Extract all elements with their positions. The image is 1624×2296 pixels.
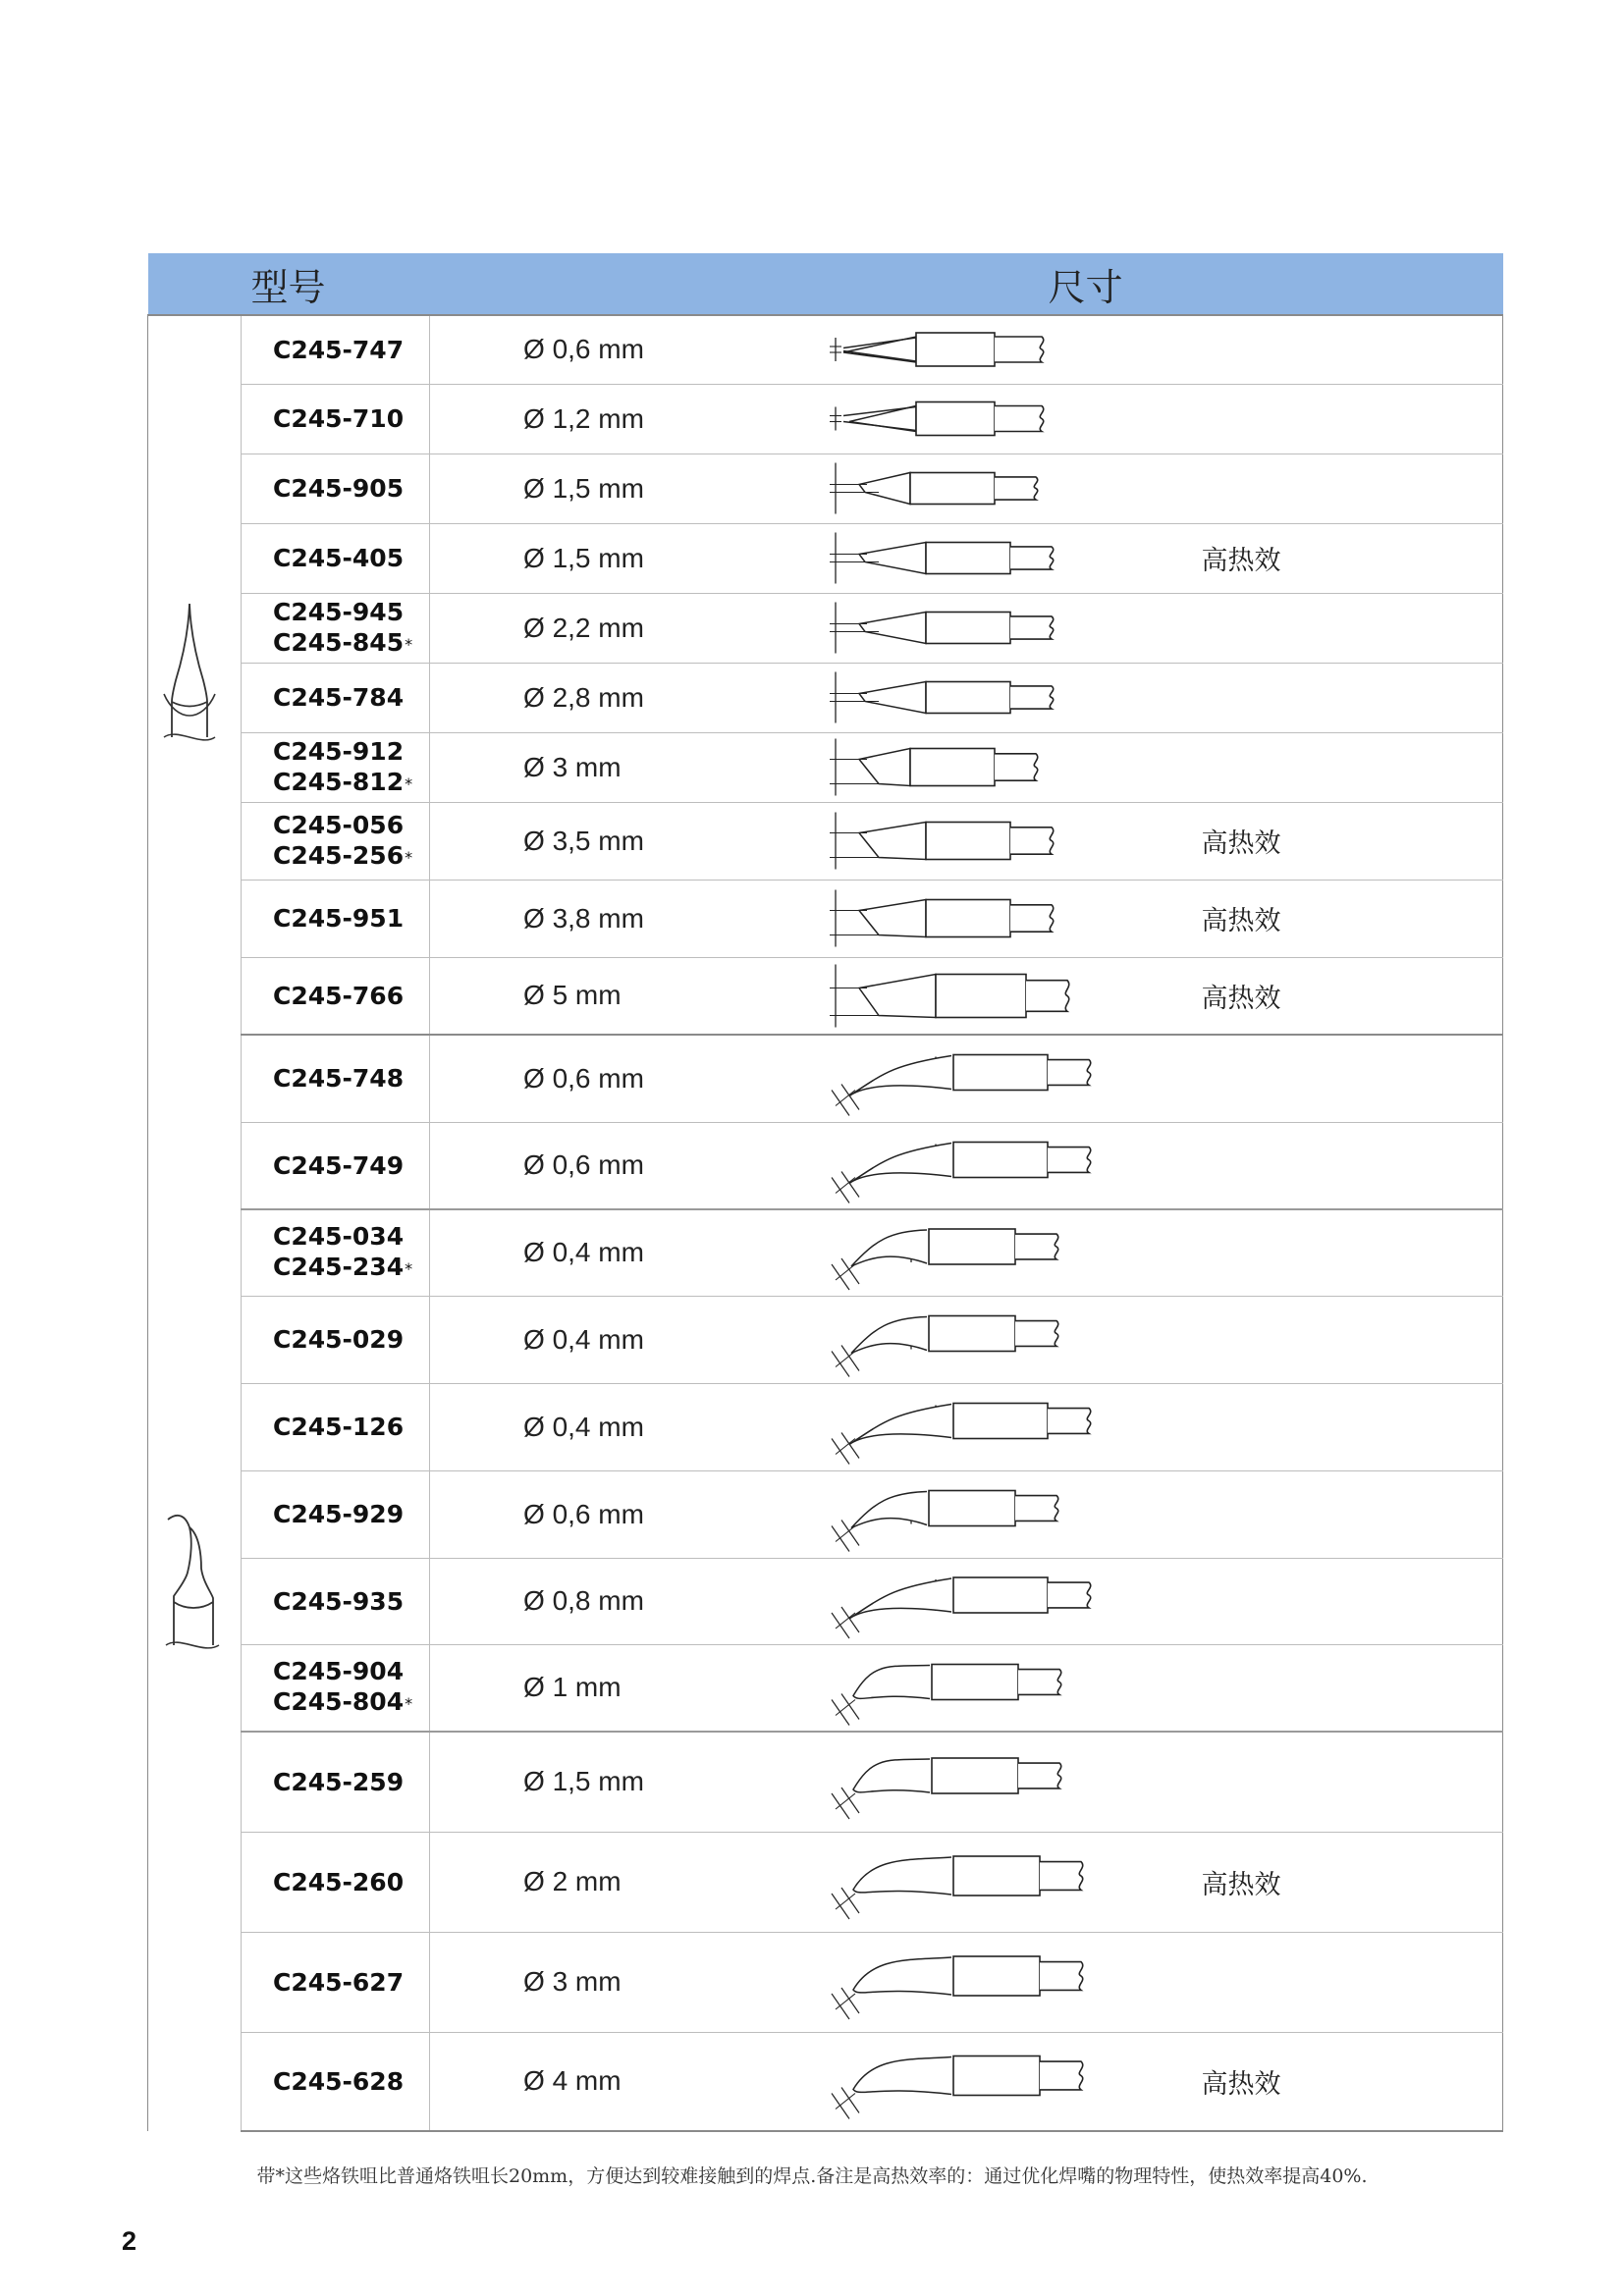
diameter-cell [430,1470,816,1558]
model-number: C245-029 [273,1325,405,1354]
diameter-cell [430,1122,816,1209]
bent-fine-icon [816,1297,1199,1382]
model-number: C245-935 [273,1586,405,1616]
diameter-cell [430,315,816,384]
section-tip-shape [148,1035,242,2131]
diameter-cell [430,732,816,802]
bent-tip-icon [160,1508,229,1655]
model-number: C245-804 [273,1687,405,1717]
table-row [148,1732,1503,1832]
model-number: C245-627 [273,1967,405,1997]
tip-drawing-cell [816,802,1199,880]
high-efficiency-note: 高热效 [1201,828,1281,859]
table-row [148,315,1503,384]
tip-drawing-cell [816,1470,1199,1558]
long-tip-marker: * [405,1694,413,1714]
model-number: C245-126 [273,1413,405,1441]
bent-conical-icon [816,1123,1199,1208]
tip-drawing-cell [816,957,1199,1035]
model-cell [242,663,430,732]
long-tip-marker: * [405,847,413,867]
bent-hook-wide-icon [816,1833,1199,1931]
long-tip-marker: * [405,1259,413,1279]
model-cell [242,1122,430,1209]
tip-drawing-cell [816,384,1199,454]
model-number: C245-034 [273,1222,405,1252]
table-row [148,732,1503,802]
model-cell [242,454,430,523]
table-row [148,1209,1503,1296]
diameter-value: Ø 0,8 mm [523,1585,644,1616]
diameter-value: Ø 0,6 mm [523,1498,644,1529]
long-tip-marker: * [405,774,413,793]
bent-hook-wide-icon [816,2033,1199,2130]
model-number: C245-749 [273,1150,405,1180]
note-cell [1199,880,1503,957]
tip-drawing-cell [816,1932,1199,2032]
diameter-cell [430,1296,816,1383]
note-cell [1199,1558,1503,1644]
bent-hook-icon [816,1645,1199,1731]
model-number: C245-748 [273,1064,405,1094]
model-cell [242,1470,430,1558]
diameter-value: Ø 1,5 mm [523,472,644,504]
table-row [148,957,1503,1035]
note-cell [1199,1832,1503,1932]
bent-long-icon [816,1559,1199,1643]
table-row [148,523,1503,593]
diameter-value: Ø 0,4 mm [523,1411,644,1442]
diameter-cell [430,593,816,663]
table-row [148,1296,1503,1383]
section-tip-shape [148,315,242,1035]
straight-chisel-icon [816,524,1199,592]
tip-drawing-cell [816,663,1199,732]
table-row [148,880,1503,957]
note-cell [1199,1209,1503,1296]
tip-drawing-cell [816,1296,1199,1383]
diameter-value: Ø 3 mm [523,751,622,782]
bent-hook-wide-icon [816,1933,1199,2031]
table-row [148,2032,1503,2131]
tip-drawing-cell [816,593,1199,663]
model-cell [242,880,430,957]
straight-chisel-icon [816,664,1199,731]
straight-bevel-wide-icon [816,958,1199,1034]
model-cell [242,1035,430,1122]
note-cell [1199,1122,1503,1209]
note-cell [1199,957,1503,1035]
diameter-cell [430,2032,816,2131]
model-number: C245-812 [273,767,405,796]
diameter-value: Ø 3 mm [523,1966,622,1997]
model-number: C245-259 [273,1767,405,1796]
model-cell [242,1644,430,1732]
model-number: C245-912 [273,736,405,766]
diameter-value: Ø 1 mm [523,1672,622,1703]
table-header-row [148,253,1503,315]
tip-drawing-cell [816,2032,1199,2131]
note-cell [1199,1732,1503,1832]
model-number: C245-405 [273,544,405,572]
high-efficiency-note: 高热效 [1201,546,1281,576]
table-row [148,384,1503,454]
tip-drawing-cell [816,1732,1199,1832]
note-cell [1199,732,1503,802]
note-cell [1199,315,1503,384]
model-cell [242,1296,430,1383]
note-cell [1199,454,1503,523]
model-cell [242,2032,430,2131]
bent-fine-icon [816,1471,1199,1557]
diameter-value: Ø 2,2 mm [523,612,644,643]
header-dimension: 尺寸 [430,253,1503,315]
model-number: C245-256 [273,840,405,870]
tip-drawing-cell [816,880,1199,957]
high-efficiency-note: 高热效 [1201,1869,1281,1900]
model-cell [242,1732,430,1832]
note-cell [1199,663,1503,732]
diameter-value: Ø 0,6 mm [523,1149,644,1181]
model-cell [242,732,430,802]
straight-bevel-short-icon [816,733,1199,801]
straight-chisel-icon [816,594,1199,662]
model-cell [242,802,430,880]
high-efficiency-note: 高热效 [1201,906,1281,936]
model-number: C245-904 [273,1657,405,1686]
model-number: C245-945 [273,597,405,626]
model-number: C245-234 [273,1253,405,1282]
tip-drawing-cell [816,732,1199,802]
model-cell [242,1558,430,1644]
table-row [148,802,1503,880]
bent-fine-icon [816,1210,1199,1295]
diameter-cell [430,1732,816,1832]
table-row [148,1122,1503,1209]
long-tip-marker: * [405,634,413,654]
tip-drawing-cell [816,454,1199,523]
model-number: C245-905 [273,474,405,503]
table-row [148,1558,1503,1644]
model-number: C245-628 [273,2066,405,2096]
table-row [148,1035,1503,1122]
note-cell [1199,593,1503,663]
diameter-value: Ø 1,5 mm [523,542,644,573]
table-row [148,593,1503,663]
tip-drawing-cell [816,1832,1199,1932]
note-cell [1199,1035,1503,1122]
tip-catalog-table [147,253,1503,2132]
diameter-value: Ø 3,5 mm [523,825,644,856]
model-cell [242,1209,430,1296]
diameter-cell [430,1832,816,1932]
diameter-cell [430,454,816,523]
diameter-cell [430,1383,816,1470]
tip-drawing-cell [816,315,1199,384]
table-row [148,454,1503,523]
model-cell [242,1383,430,1470]
tip-drawing-cell [816,523,1199,593]
diameter-cell [430,663,816,732]
model-number: C245-784 [273,683,405,712]
note-cell [1199,2032,1503,2131]
diameter-value: Ø 4 mm [523,2065,622,2097]
diameter-cell [430,1932,816,2032]
diameter-cell [430,1558,816,1644]
model-number: C245-766 [273,981,405,1010]
model-number: C245-260 [273,1867,405,1896]
model-cell [242,315,430,384]
model-number: C245-845 [273,627,405,657]
diameter-value: Ø 5 mm [523,980,622,1011]
tip-drawing-cell [816,1035,1199,1122]
diameter-value: Ø 0,4 mm [523,1323,644,1355]
diameter-value: Ø 2,8 mm [523,681,644,713]
note-cell [1199,523,1503,593]
straight-tip-icon [160,600,229,747]
table-row [148,1383,1503,1470]
table-row [148,1832,1503,1932]
diameter-cell [430,1209,816,1296]
bent-conical-icon [816,1036,1199,1121]
note-cell [1199,1383,1503,1470]
model-cell [242,1932,430,2032]
note-cell [1199,1296,1503,1383]
diameter-cell [430,1644,816,1732]
diameter-cell [430,957,816,1035]
straight-chisel-long-icon [816,385,1199,453]
straight-bevel-icon [816,803,1199,879]
model-number: C245-951 [273,904,405,933]
note-cell [1199,1470,1503,1558]
note-cell [1199,384,1503,454]
diameter-value: Ø 1,5 mm [523,1766,644,1797]
diameter-cell [430,384,816,454]
high-efficiency-note: 高热效 [1201,2068,1281,2100]
diameter-cell [430,523,816,593]
model-cell [242,957,430,1035]
table-row [148,1470,1503,1558]
bent-hook-icon [816,1733,1199,1831]
note-cell [1199,1932,1503,2032]
tip-drawing-cell [816,1383,1199,1470]
model-number: C245-056 [273,810,405,839]
tip-drawing-cell [816,1558,1199,1644]
straight-chisel-short-icon [816,454,1199,522]
model-cell [242,1832,430,1932]
diameter-cell [430,880,816,957]
diameter-value: Ø 0,4 mm [523,1237,644,1268]
tip-drawing-cell [816,1644,1199,1732]
footnote: 带*这些烙铁咀比普通烙铁咀长20mm，方便达到较难接触到的焊点.备注是高热效率的：通过优化焊嘴的物理特性，使热效率提高40%. [256,2165,1368,2187]
diameter-value: Ø 3,8 mm [523,902,644,934]
model-cell [242,523,430,593]
diameter-value: Ø 0,6 mm [523,1062,644,1094]
model-number: C245-710 [273,404,405,433]
model-number: C245-747 [273,335,405,364]
model-cell [242,384,430,454]
tip-drawing-cell [816,1209,1199,1296]
diameter-value: Ø 1,2 mm [523,402,644,434]
high-efficiency-note: 高热效 [1201,983,1281,1014]
tip-drawing-cell [816,1122,1199,1209]
table-row [148,1644,1503,1732]
table-row [148,663,1503,732]
note-cell [1199,1644,1503,1732]
header-model: 型号 [148,253,430,315]
diameter-value: Ø 0,6 mm [523,334,644,365]
table-row [148,1932,1503,2032]
bent-long-icon [816,1384,1199,1469]
diameter-cell [430,802,816,880]
page-number: 2 [122,2226,137,2256]
table-body [148,315,1503,2131]
diameter-value: Ø 2 mm [523,1866,622,1896]
diameter-cell [430,1035,816,1122]
model-cell [242,593,430,663]
straight-bevel-icon [816,881,1199,956]
note-cell [1199,802,1503,880]
model-number: C245-929 [273,1500,405,1528]
straight-conical-fine-icon [816,316,1199,383]
